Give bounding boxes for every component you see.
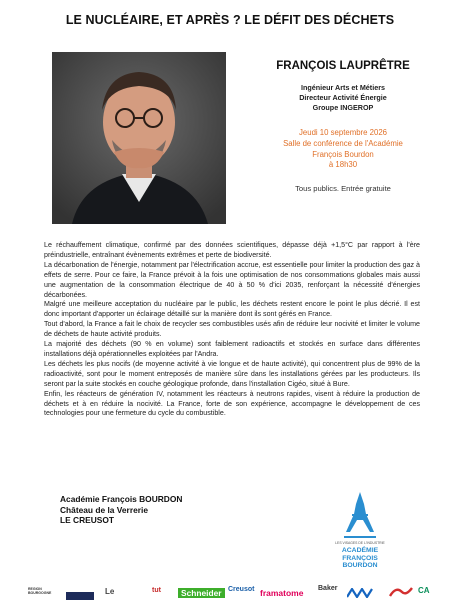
- event-date: Jeudi 10 septembre 2026: [299, 128, 387, 137]
- speaker-name: FRANÇOIS LAUPRÊTRE: [276, 60, 410, 72]
- logo-line: FRANÇOIS: [342, 554, 378, 562]
- abstract-paragraph: Tout d'abord, la France a fait le choix de recycler ses combustibles usés afin de réduire leur nocivité et limiter le volume de déchets de haute activité produits.: [44, 320, 420, 339]
- abstract-paragraph: Le réchauffement climatique, confirmé par des données scientifiques, dépasse déjà +1,5°C par rapport à l'ère préindustrielle, entraînant évènements extrêmes et perte de biodiversité.: [44, 241, 420, 259]
- address-line: Château de la Verrerie: [60, 504, 148, 515]
- audience-note: Tous publics. Entrée gratuite: [295, 184, 391, 193]
- page-title: LE NUCLÉAIRE, ET APRÈS ? LE DÉFIT DES DÉCHETS: [65, 13, 395, 27]
- event-time: à 18h30: [328, 160, 358, 170]
- address-line: Académie François BOURDON: [60, 494, 183, 504]
- partner-logo-dark-icon: [66, 592, 94, 600]
- speaker-role: Ingénieur Arts et Métiers: [300, 83, 385, 92]
- abstract-paragraph: Enfin, les réacteurs de génération IV, notamment les réacteurs à neutrons rapides, visent à réduire la production de déchets et à en réduire la nocivité. La France, forte de son expérience, accompagne le développement de ces technologies pour une fermeture du cycle du combustible.: [44, 389, 420, 418]
- partner-wave-logo-icon: [347, 588, 375, 598]
- abstract-paragraph: Malgré une meilleure acceptation du nucléaire par le public, les déchets restent encore le point le plus décrié. Il est donc important d'apporter un éclairage détaillé sur la manière dont ils sont gérés en France.: [44, 300, 420, 319]
- partner-logo-ca: CA: [418, 586, 430, 595]
- partner-red-mark-icon: [388, 586, 414, 598]
- speaker-photo: [52, 52, 226, 224]
- partner-logo: tut: [152, 587, 161, 594]
- partner-logo-region: REGION BOURGOGNE: [28, 587, 52, 595]
- partner-logo-schneider: Schneider: [178, 588, 225, 598]
- speaker-role: Groupe INGEROP: [312, 103, 374, 112]
- abstract: [44, 241, 420, 419]
- abstract-paragraph: La décarbonation de l'énergie, notamment par l'électrification accrue, est essentielle pour limiter la production des gaz à effets de serre. Pour ce faire, la France prévoit à la fois une optimisation de nos consommations globales mais aussi une augmentation de la consommation électrique de 40 à 50 % d'ici 2035, renforçant la nécessité d'énergies décarbonées.: [44, 260, 420, 299]
- partner-logo: Le: [105, 587, 115, 596]
- event-details: [226, 128, 460, 171]
- eiffel-tower-icon: [330, 490, 390, 542]
- partner-logo-framatome: framatome: [260, 588, 304, 598]
- speaker-role: Directeur Activité Énergie: [299, 93, 387, 102]
- address-line: LE CREUSOT: [60, 515, 114, 526]
- speaker-roles: [226, 83, 460, 113]
- partner-logos: [0, 582, 460, 600]
- address-block: [60, 494, 182, 526]
- event-venue-name: François Bourdon: [312, 149, 374, 159]
- logo-line: BOURDON: [342, 562, 378, 569]
- partner-logo: Baker: [318, 585, 338, 592]
- logo-small-text: LES VISAGES DE L'INDUSTRIE: [335, 541, 385, 545]
- abstract-paragraph: La majorité des déchets (90 % en volume) sont faiblement radioactifs et stockés en surface dans différentes installations déjà opérationnelles exploitées par l'Andra.: [44, 340, 420, 358]
- academie-logo: [330, 490, 390, 570]
- abstract-paragraph: Les déchets les plus nocifs (de moyenne activité à vie longue et de haute activité), qui concentrent plus de 99% de la radioactivité, sont pour le moment entreposés de manière sûre dans les installations gérées par les producteurs. Ils seront par la suite stockés en couche géologique profonde, dans l'installation Cigéo, situé à Bure.: [44, 359, 420, 388]
- partner-logo: Creusot: [228, 586, 255, 593]
- logo-line: ACADÉMIE: [341, 547, 379, 554]
- event-venue: Salle de conférence de l'Académie: [283, 138, 403, 148]
